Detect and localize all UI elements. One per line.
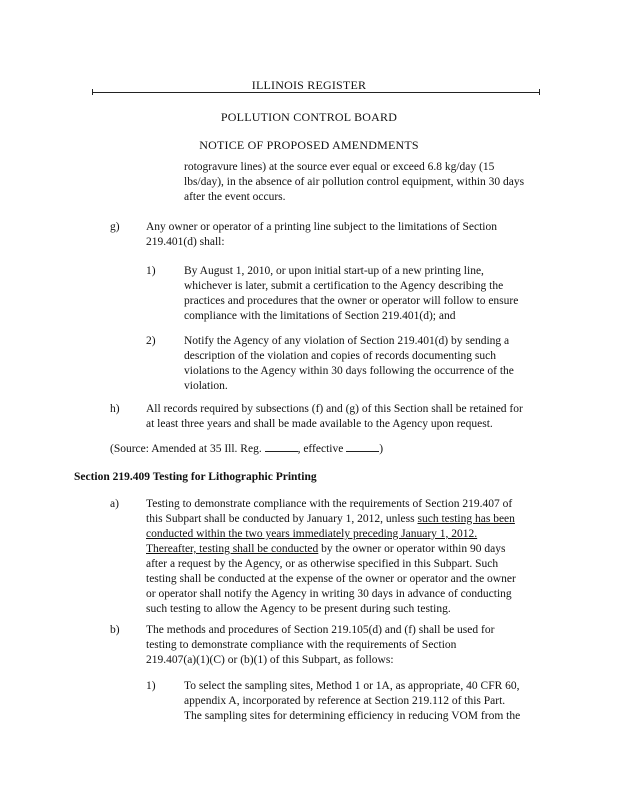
notice-title: NOTICE OF PROPOSED AMENDMENTS bbox=[199, 138, 419, 152]
text-line: Testing to demonstrate compliance with the requirements of Section 219.407 of bbox=[146, 498, 513, 510]
rule-tick-right bbox=[539, 89, 540, 95]
text-line: at least three years and shall be made available to the Agency upon request. bbox=[146, 418, 493, 430]
continuation-text bbox=[184, 160, 524, 205]
text-line: practices and procedures that the owner or operator will follow to ensure bbox=[184, 295, 519, 307]
section-heading: Section 219.409 Testing for Lithographic Printing bbox=[74, 471, 317, 483]
text-plain: this Subpart shall be conducted by January 1, 2012, unless bbox=[146, 513, 418, 525]
text-line: description of the violation and copies of records documenting such bbox=[184, 350, 497, 362]
text-line: lbs/day), in the absence of air pollution control equipment, within 30 days bbox=[184, 176, 525, 188]
item-label-g2: 2) bbox=[146, 335, 156, 347]
text-line bbox=[146, 542, 516, 557]
item-label-b1: 1) bbox=[146, 680, 156, 692]
header-rule bbox=[92, 92, 540, 93]
text-line: 219.407(a)(1)(C) or (b)(1) of this Subpart, as follows: bbox=[146, 654, 394, 666]
amended-text: conducted within the two years immediately preceding January 1, 2012. bbox=[146, 528, 478, 540]
subsection-h-text bbox=[146, 402, 523, 432]
text-line: The methods and procedures of Section 219.105(d) and (f) shall be used for bbox=[146, 624, 495, 636]
text-line: To select the sampling sites, Method 1 or 1A, as appropriate, 40 CFR 60, bbox=[184, 680, 520, 692]
text-line: All records required by subsections (f) and (g) of this Section shall be retained for bbox=[146, 403, 523, 415]
text-line: 219.401(d) shall: bbox=[146, 236, 225, 248]
source-note bbox=[110, 441, 383, 457]
subsection-g-text bbox=[146, 220, 497, 250]
text-line: The sampling sites for determining efficiency in reducing VOM from the bbox=[184, 710, 521, 722]
subsection-label-h: h) bbox=[110, 403, 120, 415]
source-suffix: ) bbox=[379, 443, 384, 455]
text-line: Notify the Agency of any violation of Section 219.401(d) by sending a bbox=[184, 335, 510, 347]
text-line bbox=[146, 512, 516, 527]
text-line: such testing to allow the Agency to be present during such testing. bbox=[146, 603, 451, 615]
source-blank-date bbox=[346, 441, 379, 452]
item-b1-text bbox=[184, 679, 520, 724]
text-line: violation. bbox=[184, 380, 228, 392]
text-line: testing shall be conducted at the expense of the owner or operator and the owner bbox=[146, 573, 516, 585]
text-line: or operator shall notify the Agency in writing 30 days in advance of conducting bbox=[146, 588, 512, 600]
subsection-b-text bbox=[146, 623, 494, 668]
amended-text: Thereafter, testing shall be conducted bbox=[146, 543, 319, 555]
text-line: rotogravure lines) at the source ever equal or exceed 6.8 kg/day (15 bbox=[184, 161, 495, 173]
source-middle: , effective bbox=[297, 443, 344, 455]
subsection-label-b: b) bbox=[110, 624, 120, 636]
text-line: By August 1, 2010, or upon initial start-up of a new printing line, bbox=[184, 265, 484, 277]
board-title: POLLUTION CONTROL BOARD bbox=[220, 110, 398, 124]
text-line: after the event occurs. bbox=[184, 191, 286, 203]
subsection-label-a: a) bbox=[110, 498, 119, 510]
source-blank-reg bbox=[265, 441, 298, 452]
register-title: ILLINOIS REGISTER bbox=[251, 78, 367, 92]
text-line: whichever is later, submit a certification to the Agency describing the bbox=[184, 280, 504, 292]
subsection-label-g: g) bbox=[110, 221, 120, 233]
text-line: Any owner or operator of a printing line subject to the limitations of Section bbox=[146, 221, 497, 233]
item-g1-text bbox=[184, 264, 518, 324]
source-prefix: (Source: Amended at 35 Ill. Reg. bbox=[110, 443, 262, 455]
text-line: appendix A, incorporated by reference at Section 219.112 of this Part. bbox=[184, 695, 506, 707]
text-line: testing to demonstrate compliance with the requirements of Section bbox=[146, 639, 457, 651]
subsection-a-text bbox=[146, 497, 516, 617]
rule-tick-left bbox=[92, 89, 93, 95]
text-line bbox=[146, 527, 516, 542]
item-label-g1: 1) bbox=[146, 265, 156, 277]
item-g2-text bbox=[184, 334, 514, 394]
text-line: after a request by the Agency, or as otherwise specified in this Subpart. Such bbox=[146, 558, 499, 570]
text-plain: by the owner or operator within 90 days bbox=[318, 543, 506, 555]
text-line: compliance with the limitations of Section 219.401(d); and bbox=[184, 310, 456, 322]
text-line: violations to the Agency within 30 days following the occurrence of the bbox=[184, 365, 514, 377]
amended-text: such testing has been bbox=[417, 513, 515, 525]
